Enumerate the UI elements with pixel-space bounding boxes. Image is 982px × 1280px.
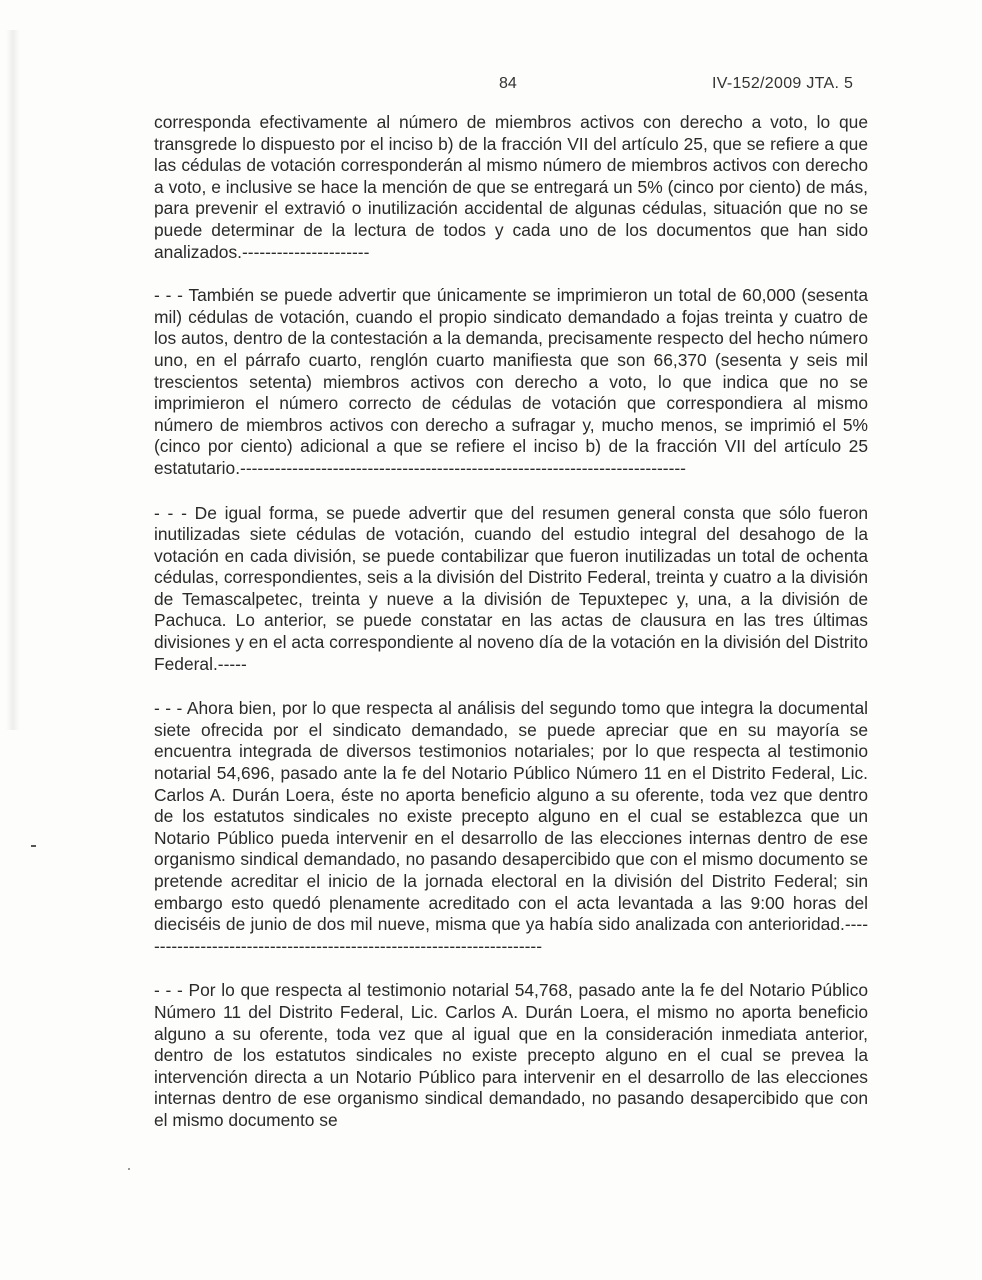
scan-speck <box>31 845 36 847</box>
paragraph: - - - De igual forma, se puede advertir que del resumen general consta que sólo fueron inutilizadas siete cédulas de votación, cuando del estudio integral del desahogo de la votación en cada división, se puede contabilizar que fueron inutilizadas un total de ochenta cédulas, correspondientes, seis a la división del Distrito Federal, treinta y cuatro a la división de Temascalpetec, treinta y nueve a la división de Tepuxtepec y, una, a la división de Pachuca. Lo anterior, se puede constatar en las actas de clausura en las tres últimas divisiones y en el acta correspondiente al noveno día de la votación en la división del Distrito Federal.----- <box>154 502 868 674</box>
paragraph: - - - Ahora bien, por lo que respecta al análisis del segundo tomo que integra la documental siete ofrecida por el sindicato demandado, se puede apreciar que en su mayoría se encuentra integrada de diversos testimonios notariales; por lo que respecta al testimonio notarial 54,696, pasado ante la fe del Notario Público Número 11 en el Distrito Federal, Lic. Carlos A. Durán Loera, éste no aporta beneficio alguno a su oferente, toda vez que dentro de los estatutos sindicales no existe precepto alguno en el cual se establezca que un Notario Público pueda intervenir en el desarrollo de las elecciones internas dentro de ese organismo sindical demandado, no pasando desapercibido que con el mismo documento se pretende acreditar el inicio de la jornada electoral en la división del Distrito Federal; sin embargo esto quedó plenamente acreditado con el acta levantada a las 9:00 horas del dieciséis de junio de dos mil nueve, misma que ya había sido analizada con anterioridad.----------------------------------------------------------------------- <box>154 698 868 956</box>
scan-speck <box>128 1168 130 1170</box>
case-reference: IV-152/2009 JTA. 5 <box>712 75 854 92</box>
page-number: 84 <box>499 75 517 92</box>
document-body <box>154 112 868 1155</box>
page-header <box>0 72 982 98</box>
paragraph: corresponda efectivamente al número de miembros activos con derecho a voto, lo que transgrede lo dispuesto por el inciso b) de la fracción VII del artículo 25, que se refiere a que las cédulas de votación corresponderán al mismo número de miembros activos con derecho a voto, e inclusive se hace la mención de que se entregará un 5% (cinco por ciento) de más, para prevenir el extravió o inutilización accidental de algunas cédulas, situación que no se puede determinar de la lectura de todos y cada uno de los documentos que han sido analizados.---------------------- <box>154 112 868 262</box>
paragraph: - - - Por lo que respecta al testimonio notarial 54,768, pasado ante la fe del Notario Público Número 11 del Distrito Federal, Lic. Carlos A. Durán Loera, el mismo no aporta beneficio alguno a su oferente, toda vez que al igual que en la consideración inmediata anterior, dentro de los estatutos sindicales no existe precepto alguno en el cual se prevea la intervención directa a un Notario Público para intervenir en el desarrollo de las elecciones internas dentro de ese organismo sindical demandado, no pasando desapercibido que con el mismo documento se <box>154 980 868 1130</box>
paragraph: - - - También se puede advertir que únicamente se imprimieron un total de 60,000 (sesenta mil) cédulas de votación, cuando el propio sindicato demandado a fojas treinta y cuatro de los autos, dentro de la contestación a la demanda, precisamente respecto del hecho número uno, en el párrafo cuarto, renglón cuarto manifiesta que son 66,370 (sesenta y seis mil trescientos setenta) miembros activos con derecho a voto, lo que indica que no se imprimieron el número correcto de cédulas de votación que correspondiera al mismo número de miembros activos con derecho a sufragar y, mucho menos, se imprimió el 5% (cinco por ciento) adicional a que se refiere el inciso b) de la fracción VII del artículo 25 estatutario.----------------------------------------------------------------------------- <box>154 285 868 478</box>
scan-edge-shadow <box>6 30 20 730</box>
